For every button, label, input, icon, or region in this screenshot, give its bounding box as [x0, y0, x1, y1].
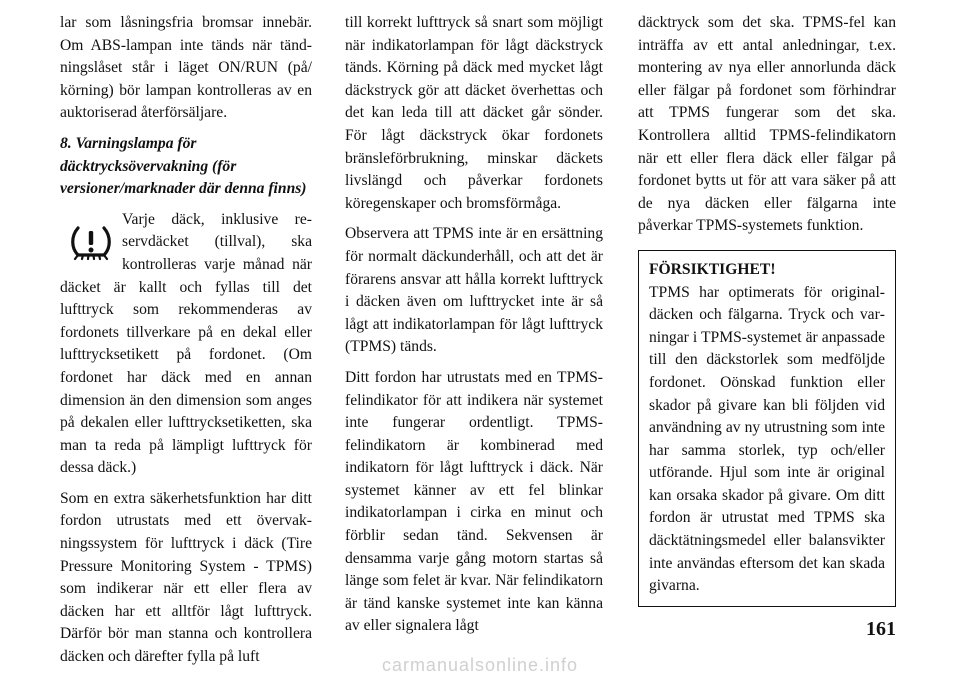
page-number: 161 — [866, 618, 896, 640]
column-3 — [638, 12, 896, 607]
tpms-warning-icon — [60, 209, 122, 275]
tpms-body-text: Varje däck, inklusive reservdäcket (tillval), ska kontrolleras varje månad när däcket är kallt och fyllas till det lufttryck som rekommenderas av fordonets tillverkare på en dekal eller lufttrycksetikett på fordonet. (Om fordonet har däck med en annan dimension än den dimension som anges på dekalen eller lufttrycksetiketten, ska man ta reda på lämpligt lufttryck för dessa däck.) — [60, 210, 312, 477]
tpms-extra-paragraph: Som en extra säkerhetsfunktion har ditt fordon utrustats med ett övervakningssystem för lufttryck i däck (Tire Pressure Monitoring System - TPMS) som indikerar när ett eller flera av däcken har ett alltför lågt lufttryck. Därför bör man stanna och kontrollera däcken och därefter fylla på luft — [60, 489, 312, 666]
paragraph-3: Ditt fordon har utrustats med en TPMS-felindikator för att indikera när systemet inte fungerar ordentligt. TPMS-felindikatorn är kombinerad med indikatorn för lågt lufttryck i däck. När systemet känner av ett fel blinkar indikatorlampan i cirka en minut och förblir sedan tänd. Sekvensen är densamma varje gång motorn startas så länge som felet är kvar. När felindikatorn är tänd kanske systemet inte kan känna av eller signalera lågt — [345, 368, 603, 635]
paragraph-continued: däcktryck som det ska. TPMS-fel kan inträffa av ett antal anledningar, t.ex. montering av nya eller annorlunda däck eller fälgar på fordonet som förhindrar att TPMS fungerar som det ska. Kontrollera alltid TPMS-felindikatorn när ett eller flera däck eller fälgar på fordonet bytts ut för att vara säker på att de nya däcken eller fälgarna inte påverkar TPMS-systemets funktion. — [638, 14, 896, 235]
column-1 — [60, 12, 312, 677]
section-heading: 8. Varningslampa för däcktrycksövervakning (för versioner/marknader där denna finns) — [60, 134, 307, 198]
caution-box — [638, 250, 896, 607]
caution-text: TPMS har optimerats för originaldäcken och fälgarna. Tryck och varningar i TPMS-systemet är anpassade till den däckstorlek som medföljde fordonet. Oönskad funktion eller skador på givare kan bli följden vid användning av ny utrustning som inte har samma storlek, typ och/eller utförande. Hjul som inte är original kan orsaka skador på givare. Om ditt fordon är utrustat med TPMS ska däcktätningsmedel eller balansvikter inte användas eftersom det kan skada givarna. — [649, 283, 885, 595]
caution-title: FÖRSIKTIGHET! — [649, 260, 776, 278]
paragraph-1: till korrekt lufttryck så snart som möjligt när indikatorlampan för lågt däckstryck tänds. Körning på däck med mycket lågt däckstryck gör att däcket överhettas och det kan leda till att däcket går sönder. För lågt däckstryck ökar fordonets bränsleförbrukning, minskar däckets livslängd och påverkar fordonets köregenskaper och bromsförmåga. — [345, 14, 603, 212]
tpms-paragraph — [60, 209, 312, 480]
watermark: carmanualsonline.info — [381, 655, 579, 675]
intro-paragraph: lar som låsningsfria bromsar innebär. Om ABS-lampan inte tänds när tändningslåset står i läget ON/RUN (på/ körning) bör lampan kontrolleras av en auktoriserad återförsäljare. — [60, 14, 312, 122]
column-2 — [345, 12, 603, 646]
paragraph-2: Observera att TPMS inte är en ersättning för normalt däckunderhåll, och att det är förarens ansvar att hålla korrekt lufttryck i däcken även om lufttrycket inte är så lågt att indikatorlampan för lågt lufttryck (TPMS) tänds. — [345, 225, 603, 356]
